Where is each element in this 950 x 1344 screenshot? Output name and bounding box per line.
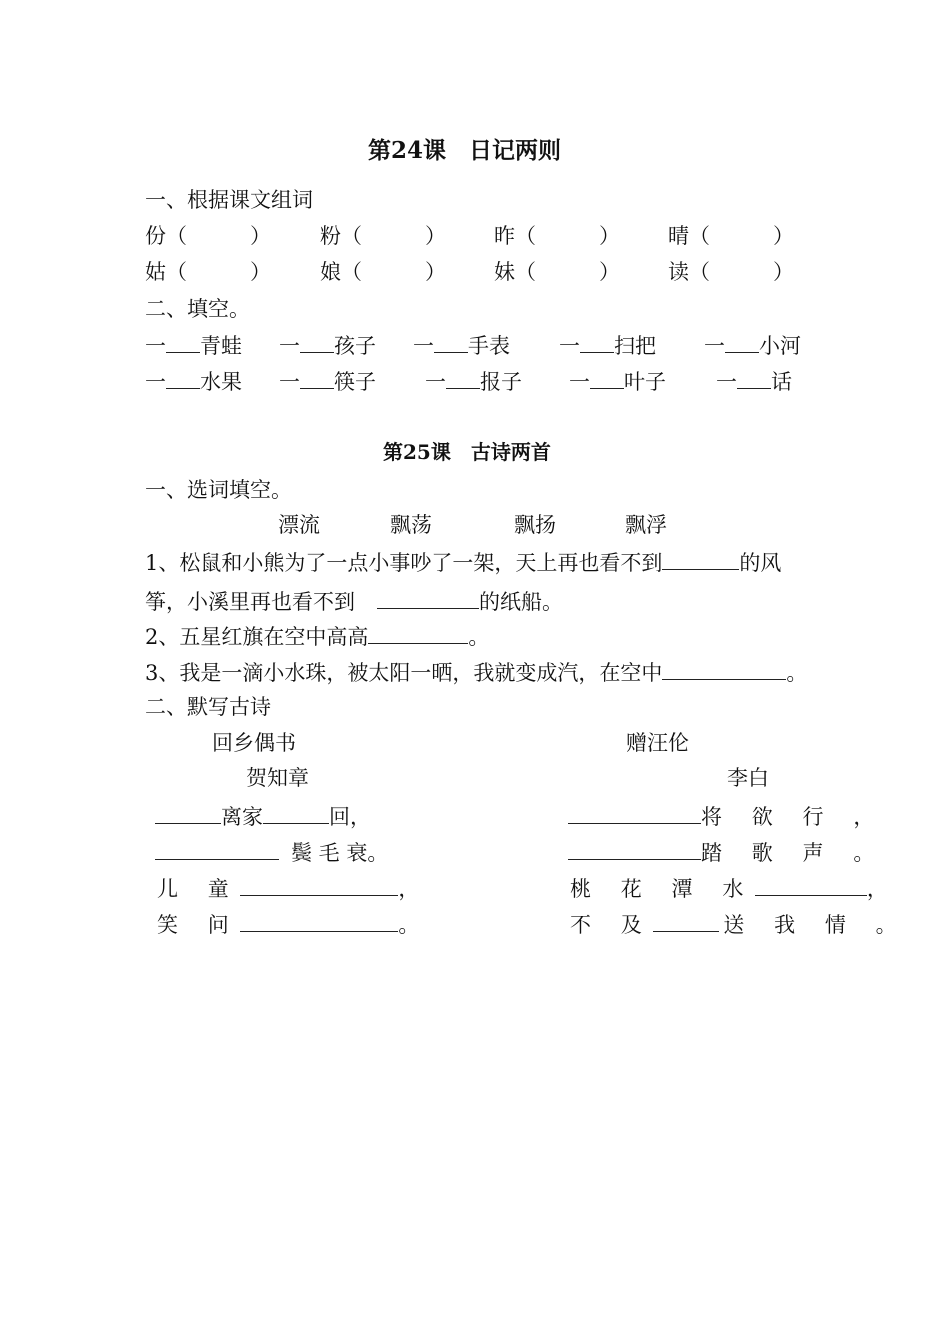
fill-item: 一 小河 — [704, 334, 801, 358]
poem2-author: 李白 — [727, 766, 769, 790]
fill-blank[interactable] — [368, 625, 468, 644]
fill-blank[interactable] — [240, 877, 398, 896]
char-item: 粉（ ） — [320, 224, 446, 248]
word-option: 飘浮 — [625, 513, 667, 537]
char-item: 娘（ ） — [320, 260, 446, 284]
lesson24-section1-heading: 一、根据课文组词 — [145, 188, 313, 212]
fill-blank[interactable] — [446, 370, 480, 389]
fill-blank[interactable] — [568, 841, 701, 860]
fill-blank[interactable] — [300, 334, 334, 353]
lesson24-section2-heading: 二、填空。 — [145, 297, 250, 321]
fill-blank[interactable] — [590, 370, 624, 389]
fill-blank[interactable] — [755, 877, 867, 896]
fill-blank[interactable] — [300, 370, 334, 389]
char-item: 读（ ） — [668, 260, 794, 284]
fill-blank[interactable] — [568, 805, 701, 824]
fill-blank[interactable] — [580, 334, 614, 353]
char-item: 份（ ） — [145, 224, 271, 248]
fill-blank[interactable] — [662, 551, 739, 570]
fill-blank[interactable] — [662, 661, 786, 680]
poem1-line2: 鬓 毛 衰。 — [155, 841, 388, 864]
question-3: 3、我是一滴小水珠，被太阳一晒，我就变成汽，在空中 。 — [145, 661, 808, 685]
fill-blank[interactable] — [166, 334, 200, 353]
fill-blank[interactable] — [653, 913, 719, 932]
word-option: 漂流 — [278, 513, 320, 537]
fill-item: 一 报子 — [425, 370, 522, 394]
lesson25-section2-heading: 二、默写古诗 — [145, 695, 271, 719]
fill-item: 一 水果 — [145, 370, 242, 394]
fill-blank[interactable] — [434, 334, 468, 353]
char-item: 妹（ ） — [494, 260, 620, 284]
fill-item: 一 话 — [716, 370, 792, 394]
fill-blank[interactable] — [155, 841, 279, 860]
poem1-author: 贺知章 — [246, 766, 309, 790]
fill-item: 一 叶子 — [569, 370, 666, 394]
lesson25-section1-heading: 一、选词填空。 — [145, 478, 292, 502]
fill-item: 一 筷子 — [279, 370, 376, 394]
lesson25-title: 第25课 古诗两首 — [383, 440, 551, 464]
word-option: 飘荡 — [390, 513, 432, 537]
fill-blank[interactable] — [377, 590, 479, 609]
fill-blank[interactable] — [725, 334, 759, 353]
poem1-line1: 离家 回， — [155, 805, 371, 828]
fill-item: 一 孩子 — [279, 334, 376, 358]
poem2-line1: 将 欲 行 ， — [568, 805, 886, 828]
poem2-line3: 桃 花 潭 水 ， — [570, 877, 888, 901]
fill-blank[interactable] — [263, 805, 329, 824]
fill-item: 一 手表 — [413, 334, 510, 358]
char-item: 晴（ ） — [668, 224, 794, 248]
question-1-line-1: 1、松鼠和小熊为了一点小事吵了一架，天上再也看不到 的风 — [145, 551, 782, 575]
fill-blank[interactable] — [166, 370, 200, 389]
question-2: 2、五星红旗在空中高高 。 — [145, 625, 490, 649]
poem2-title: 赠汪伦 — [626, 731, 689, 755]
poem2-line4: 不 及 送 我 情 。 — [570, 913, 909, 937]
poem2-line2: 踏 歌 声 。 — [568, 841, 886, 864]
word-option: 飘扬 — [514, 513, 556, 537]
lesson24-title: 第24课 日记两则 — [368, 137, 562, 164]
fill-item: 一 扫把 — [559, 334, 656, 358]
fill-blank[interactable] — [155, 805, 221, 824]
fill-blank[interactable] — [240, 913, 398, 932]
char-item: 昨（ ） — [494, 224, 620, 248]
fill-item: 一 青蛙 — [145, 334, 242, 358]
question-1-line-2: 筝，小溪里再也看不到 的纸船。 — [145, 590, 563, 614]
poem1-title: 回乡偶书 — [212, 731, 296, 755]
poem1-line4: 笑 问 。 — [157, 913, 420, 937]
fill-blank[interactable] — [737, 370, 771, 389]
poem1-line3: 儿 童 ， — [157, 877, 420, 901]
char-item: 姑（ ） — [145, 260, 271, 284]
